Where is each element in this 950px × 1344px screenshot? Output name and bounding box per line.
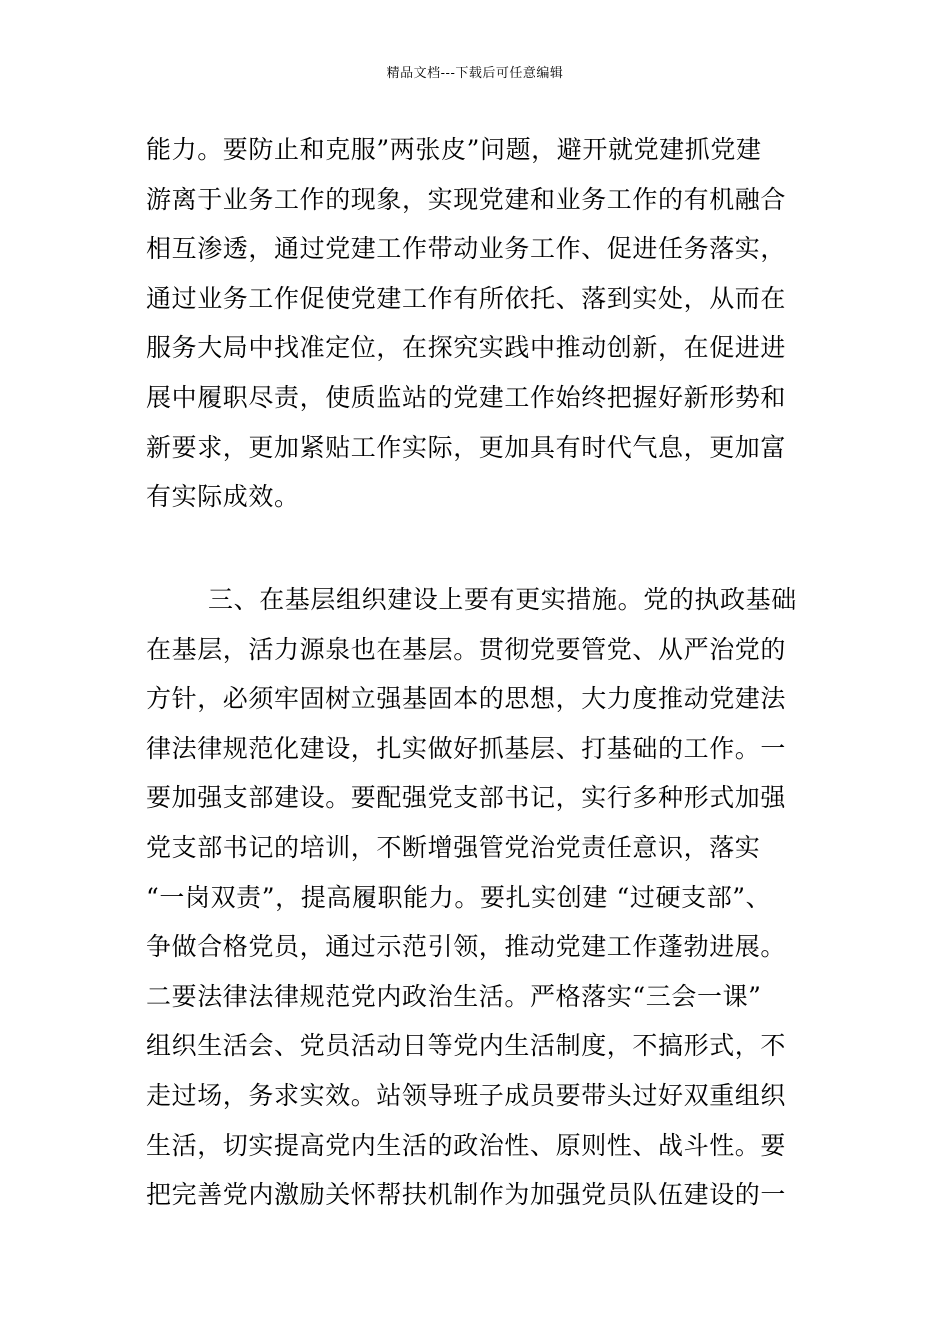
text-line: 服务大局中找准定位，在探究实践中推动创新，在促进进 bbox=[146, 333, 787, 363]
text-line: 党支部书记的培训，不断增强管党治党责任意识，落实 bbox=[146, 832, 761, 862]
text-line: 在基层，活力源泉也在基层。贯彻党要管党、从严治党的 bbox=[146, 634, 787, 664]
text-line-indented: 三、在基层组织建设上要有更实措施。党的执政基础 bbox=[208, 585, 797, 614]
text-line: 有实际成效。 bbox=[146, 482, 300, 512]
text-line: 新要求，更加紧贴工作实际，更加具有时代气息，更加富 bbox=[146, 432, 787, 462]
text-line: 争做合格党员，通过示范引领，推动党建工作蓬勃进展。 bbox=[146, 932, 787, 962]
text-line: “一岗双责”，提高履职能力。要扎实创建 “过硬支部”、 bbox=[146, 882, 772, 912]
text-line: 通过业务工作促使党建工作有所依托、落到实处，从而在 bbox=[146, 283, 787, 313]
text-line: 二要法律法律规范党内政治生活。严格落实“三会一课” bbox=[146, 981, 762, 1011]
text-line: 游离于业务工作的现象，实现党建和业务工作的有机融合 bbox=[146, 184, 787, 214]
text-line: 把完善党内激励关怀帮扶机制作为加强党员队伍建设的一 bbox=[146, 1180, 787, 1210]
text-line: 组织生活会、党员活动日等党内生活制度，不搞形式，不 bbox=[146, 1031, 787, 1061]
text-line: 生活，切实提高党内生活的政治性、原则性、战斗性。要 bbox=[146, 1130, 787, 1160]
text-line: 能力。要防止和克服”两张皮”问题，避开就党建抓党建 bbox=[146, 135, 762, 164]
text-line: 展中履职尽责，使质监站的党建工作始终把握好新形势和 bbox=[146, 382, 787, 412]
text-line: 方针，必须牢固树立强基固本的思想，大力度推动党建法 bbox=[146, 684, 787, 714]
text-line: 律法律规范化建设，扎实做好抓基层、打基础的工作。一 bbox=[146, 733, 787, 763]
text-line: 相互渗透，通过党建工作带动业务工作、促进任务落实， bbox=[146, 234, 787, 264]
text-line: 要加强支部建设。要配强党支部书记，实行多种形式加强 bbox=[146, 783, 787, 813]
paragraph-1 bbox=[146, 125, 816, 522]
text-line: 走过场，务求实效。站领导班子成员要带头过好双重组织 bbox=[146, 1080, 787, 1110]
page-header: 精品文档---下载后可任意编辑 bbox=[386, 66, 564, 81]
paragraph-2 bbox=[146, 575, 816, 1220]
